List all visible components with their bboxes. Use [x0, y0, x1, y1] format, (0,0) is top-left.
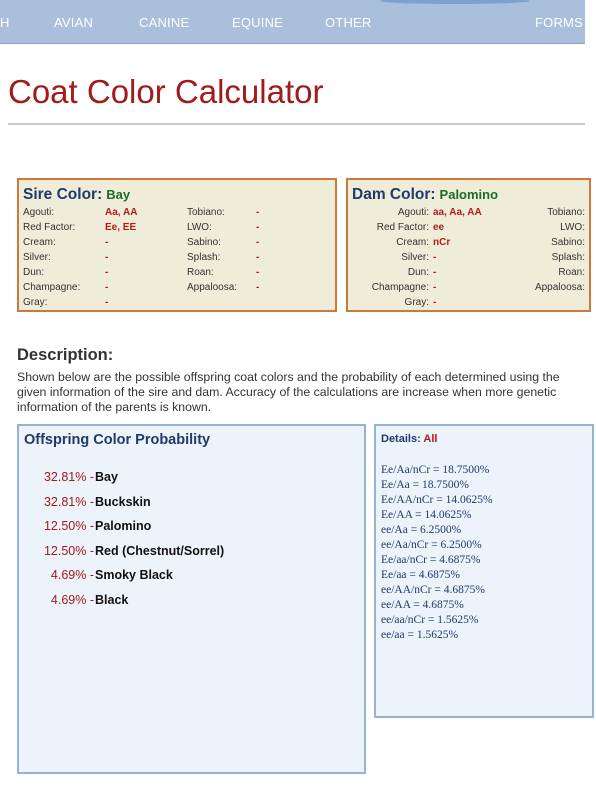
dam-pattern-row: LWO: [560, 222, 585, 233]
list-item: ee/aa = 1.5625% [381, 629, 459, 641]
dam-gene-row: Silver: [401, 252, 429, 263]
nav-link-forms[interactable]: FORMS & [535, 15, 596, 30]
description-heading: Description: [17, 346, 114, 364]
dam-pattern-row: Appaloosa: [534, 282, 585, 293]
list-item [19, 568, 359, 584]
gene-label: Agouti: [23, 207, 55, 218]
list-item [19, 593, 359, 609]
dam-gene-value: - [433, 267, 437, 278]
offspring-color: Smoky Black [95, 568, 173, 582]
sire-pattern-value: - [256, 282, 260, 293]
top-nav [0, 0, 596, 44]
dam-gene-row: Champagne: [371, 282, 429, 293]
nav-decoration [380, 0, 530, 4]
details-panel [374, 424, 594, 718]
sire-pattern-value: - [256, 222, 260, 233]
list-item: Ee/AA/nCr = 14.0625% [381, 494, 493, 506]
sire-gene-value: - [105, 297, 109, 308]
sire-gene-row: Silver: [23, 252, 51, 263]
dam-pattern-row: Sabino: [551, 237, 585, 248]
list-item: ee/Aa = 6.2500% [381, 524, 462, 536]
nav-link-avian[interactable]: AVIAN [54, 15, 94, 30]
list-item: Ee/Aa = 18.7500% [381, 479, 469, 491]
details-label: Details: [381, 433, 421, 445]
sire-gene-row: Cream: [23, 237, 56, 248]
dam-gene-row: Agouti: [397, 207, 429, 218]
probability-value: 4.69% - [50, 568, 94, 582]
nav-link-canine[interactable]: CANINE [139, 15, 190, 30]
dam-gene-value: - [433, 252, 437, 263]
offspring-color: Black [95, 592, 129, 607]
nav-link-other[interactable]: OTHER [325, 15, 372, 30]
sire-gene-value: - [105, 252, 109, 263]
sire-pattern-row: Roan: [187, 267, 214, 278]
sire-pattern-value: - [256, 267, 260, 278]
sire-pattern-row: Splash: [187, 252, 221, 263]
dam-gene-row: Red Factor: [376, 222, 429, 233]
list-item: Ee/AA = 14.0625% [381, 509, 472, 521]
dam-gene-value: aa, Aa, AA [433, 207, 482, 218]
details-heading [381, 433, 437, 445]
sire-gene-row: Dun: [23, 267, 45, 278]
dam-gene-row: Gray: [404, 297, 429, 308]
list-item: Ee/aa = 4.6875% [381, 569, 460, 581]
dam-color-panel [346, 178, 591, 312]
page-title: Coat Color Calculator [8, 73, 324, 110]
dam-gene-value: nCr [433, 237, 451, 248]
offspring-color: Bay [95, 470, 118, 484]
sire-heading [23, 186, 130, 204]
dam-pattern-row: Tobiano: [547, 207, 585, 218]
probability-value: 4.69% - [50, 592, 94, 607]
sire-gene-value: - [105, 267, 109, 278]
list-item: ee/aa/nCr = 1.5625% [381, 614, 479, 626]
sire-color-panel [17, 178, 337, 312]
sire-pattern-value: - [256, 252, 260, 263]
list-item: Ee/aa/nCr = 4.6875% [381, 554, 481, 566]
sire-gene-value: - [105, 282, 109, 293]
list-item: ee/AA = 4.6875% [381, 599, 464, 611]
dam-gene-row: Dun: [407, 267, 429, 278]
dam-gene-value: - [433, 282, 437, 293]
dam-heading-label: Dam Color: [352, 186, 436, 203]
dam-pattern-row: Splash: [551, 252, 585, 263]
sire-gene-row: Red Factor: [23, 222, 76, 233]
sire-pattern-row: LWO: [187, 222, 212, 233]
offspring-color: Buckskin [95, 494, 151, 509]
sire-pattern-value: - [256, 237, 260, 248]
sire-gene-value: Ee, EE [105, 222, 137, 233]
sire-heading-label: Sire Color: [23, 186, 103, 203]
sire-gene-value: Aa, AA [105, 207, 138, 218]
title-divider [8, 123, 585, 125]
sire-gene-row: Gray: [23, 297, 48, 308]
sire-pattern-row: Appaloosa: [187, 282, 238, 293]
list-item [19, 495, 359, 511]
list-item [19, 470, 359, 486]
sire-gene-row [23, 207, 54, 219]
dam-gene-row: Cream: [396, 237, 429, 248]
dam-gene-value: - [433, 297, 437, 308]
sire-gene-row: Champagne: [23, 282, 81, 293]
dam-heading [352, 186, 498, 204]
list-item [19, 544, 359, 560]
probability-value: 32.81% - [43, 494, 94, 509]
dam-pattern-row: Roan: [558, 267, 585, 278]
sire-pattern-row: Tobiano: [187, 207, 225, 218]
sire-pattern-row: Sabino: [187, 237, 221, 248]
list-item: Ee/Aa/nCr = 18.7500% [381, 464, 490, 476]
offspring-probability-panel [17, 424, 366, 774]
nav-link-equine[interactable]: EQUINE [232, 15, 284, 30]
probability-value: 12.50% - [43, 543, 94, 558]
sire-pattern-value: - [256, 207, 260, 218]
sire-color-value: Bay [106, 187, 131, 202]
details-filter-value: All [423, 433, 438, 445]
details-list [381, 463, 493, 643]
list-item [19, 519, 359, 535]
offspring-color: Palomino [95, 519, 152, 533]
sire-gene-value: - [105, 237, 109, 248]
list-item: ee/Aa/nCr = 6.2500% [381, 539, 482, 551]
dam-gene-value: ee [433, 222, 445, 233]
description-text: Shown below are the possible offspring coat colors and the probability of each determined using the given information of the sire and dam. Accuracy of the calculations are increase when more genetic information of the parents is known. [17, 370, 560, 414]
list-item: ee/AA/nCr = 4.6875% [381, 584, 485, 596]
probability-value: 12.50% - [43, 519, 94, 533]
dam-color-value: Palomino [439, 187, 499, 202]
offspring-color: Red (Chestnut/Sorrel) [95, 543, 225, 558]
probability-value: 32.81% - [43, 470, 94, 484]
offspring-title: Offspring Color Probability [24, 432, 211, 448]
nav-link-partial[interactable]: H [0, 15, 10, 30]
